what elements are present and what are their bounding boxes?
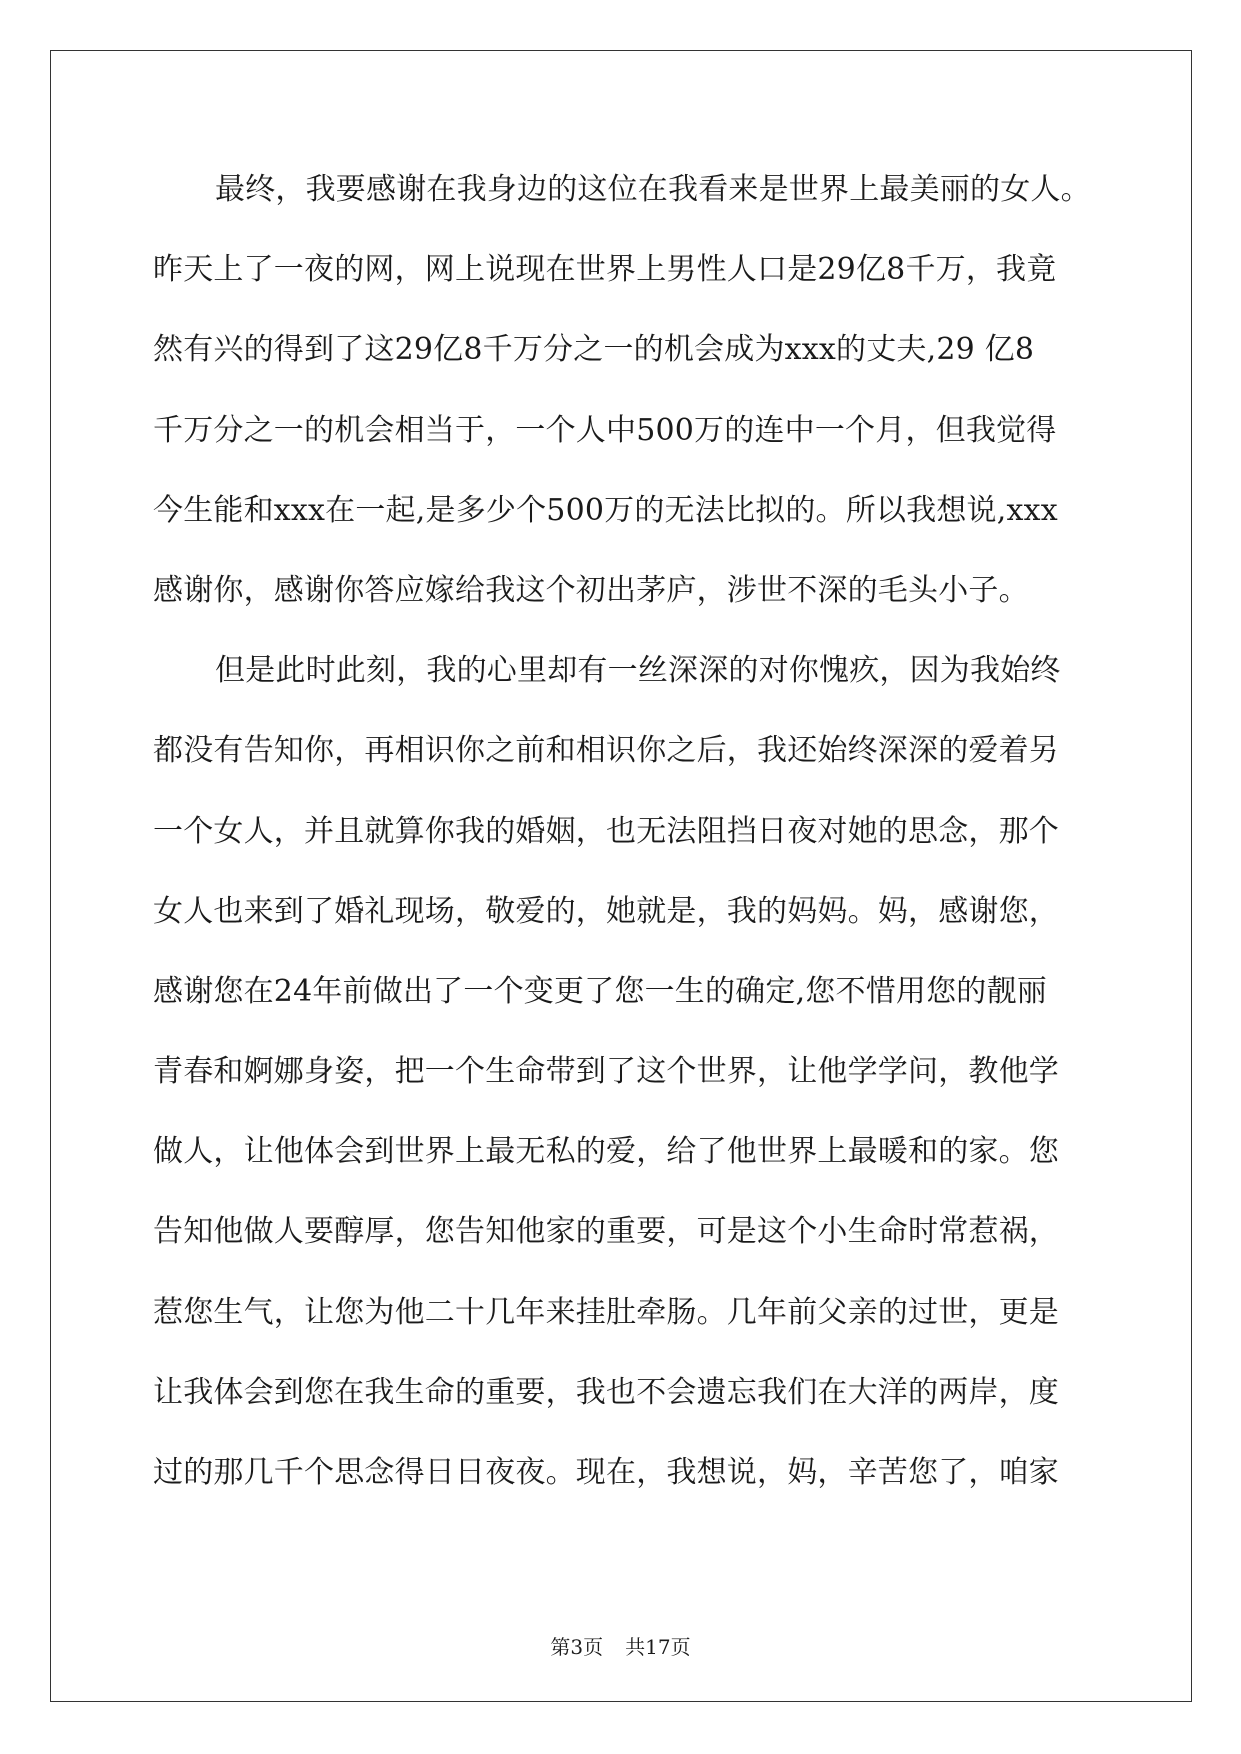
text-line: 女人也来到了婚礼现场，敬爱的，她就是，我的妈妈。妈，感谢您， [153,893,1059,929]
text-line: 感谢你，感谢你答应嫁给我这个初出茅庐，涉世不深的毛头小子。 [153,572,1029,608]
text-line: 告知他做人要醇厚，您告知他家的重要，可是这个小生命时常惹祸， [153,1214,1059,1250]
text-line: 昨天上了一夜的网，网上说现在世界上男性人口是29亿8千万，我竟 [153,252,1057,288]
text-line: 过的那几千个思念得日日夜夜。现在，我想说，妈，辛苦您了，咱家 [153,1455,1059,1490]
text-line: 感谢您在24年前做出了一个变更了您一生的确定,您不惜用您的靓丽 [153,973,1047,1009]
text-line: 做人，让他体会到世界上最无私的爱，给了他世界上最暖和的家。您 [153,1134,1059,1170]
text-line: 然有兴的得到了这29亿8千万分之一的机会成为xxx的丈夫,29 亿8 [153,332,1035,368]
text-line: 最终，我要感谢在我身边的这位在我看来是世界上最美丽的女人。 [215,172,1091,207]
page-total: 共17页 [625,1635,691,1659]
text-line: 一个女人，并且就算你我的婚姻，也无法阻挡日夜对她的思念，那个 [153,813,1059,849]
text-line: 都没有告知你，再相识你之前和相识你之后，我还始终深深的爱着另 [153,733,1059,769]
text-line: 惹您生气，让您为他二十几年来挂肚牵肠。几年前父亲的过世，更是 [153,1294,1059,1330]
text-line: 千万分之一的机会相当于，一个人中500万的连中一个月，但我觉得 [153,412,1057,448]
text-line: 青春和婀娜身姿，把一个生命带到了这个世界，让他学学问，教他学 [153,1054,1059,1090]
document-body [153,159,1091,1522]
text-line: 让我体会到您在我生命的重要，我也不会遗忘我们在大洋的两岸，度 [153,1374,1059,1410]
text-line: 今生能和xxx在一起,是多少个500万的无法比拟的。所以我想说,xxx [153,492,1058,528]
page-footer [0,1631,1241,1660]
page-number: 第3页 [550,1635,604,1659]
text-line: 但是此时此刻，我的心里却有一丝深深的对你愧疚，因为我始终 [215,653,1061,689]
